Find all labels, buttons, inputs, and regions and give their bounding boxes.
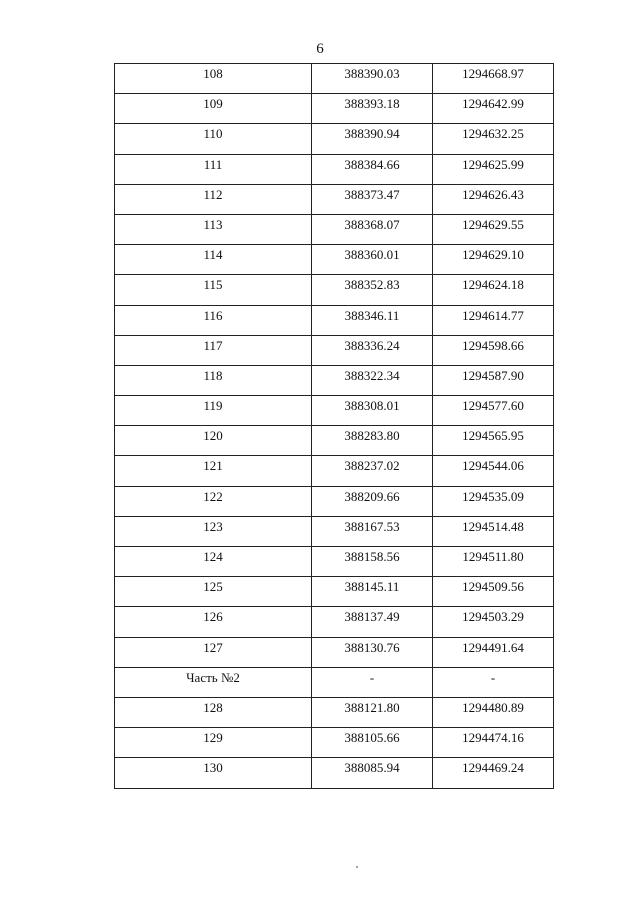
coordinates-table: [114, 63, 554, 789]
point-number-cell: 111: [115, 154, 312, 184]
x-coordinate-cell: 388346.11: [312, 305, 433, 335]
table-row: [115, 607, 554, 637]
table-row: [115, 245, 554, 275]
x-coordinate-cell: 388209.66: [312, 486, 433, 516]
table-row: [115, 94, 554, 124]
x-coordinate-cell: 388137.49: [312, 607, 433, 637]
table-row: [115, 637, 554, 667]
point-number-cell: 126: [115, 607, 312, 637]
y-coordinate-cell: 1294614.77: [433, 305, 554, 335]
point-number-cell: 115: [115, 275, 312, 305]
x-coordinate-cell: 388352.83: [312, 275, 433, 305]
table-row: [115, 486, 554, 516]
x-coordinate-cell: 388384.66: [312, 154, 433, 184]
table-row: [115, 275, 554, 305]
point-number-cell: 128: [115, 697, 312, 727]
x-coordinate-cell: 388360.01: [312, 245, 433, 275]
table-row: [115, 728, 554, 758]
point-number-cell: 121: [115, 456, 312, 486]
y-coordinate-cell: 1294535.09: [433, 486, 554, 516]
y-coordinate-cell: 1294514.48: [433, 516, 554, 546]
page-number: 6: [316, 41, 324, 57]
table-row: [115, 516, 554, 546]
x-coordinate-cell: 388121.80: [312, 697, 433, 727]
x-coordinate-cell: 388237.02: [312, 456, 433, 486]
y-coordinate-cell: 1294577.60: [433, 396, 554, 426]
table-row: [115, 335, 554, 365]
x-coordinate-cell: 388145.11: [312, 577, 433, 607]
x-coordinate-cell: 388322.34: [312, 365, 433, 395]
table-row: [115, 426, 554, 456]
coordinates-table-body: [115, 64, 554, 789]
point-number-cell: 116: [115, 305, 312, 335]
y-coordinate-cell: 1294632.25: [433, 124, 554, 154]
table-row: [115, 396, 554, 426]
x-coordinate-cell: 388085.94: [312, 758, 433, 788]
table-row: [115, 124, 554, 154]
table-row: [115, 64, 554, 94]
point-number-cell: 108: [115, 64, 312, 94]
y-coordinate-cell: 1294511.80: [433, 547, 554, 577]
y-coordinate-cell: 1294474.16: [433, 728, 554, 758]
point-number-cell: 124: [115, 547, 312, 577]
table-row: [115, 547, 554, 577]
table-row: [115, 456, 554, 486]
x-coordinate-cell: 388283.80: [312, 426, 433, 456]
y-coordinate-cell: 1294469.24: [433, 758, 554, 788]
point-number-cell: Часть №2: [115, 667, 312, 697]
y-coordinate-cell: 1294491.64: [433, 637, 554, 667]
y-coordinate-cell: 1294480.89: [433, 697, 554, 727]
x-coordinate-cell: 388373.47: [312, 184, 433, 214]
y-coordinate-cell: 1294503.29: [433, 607, 554, 637]
point-number-cell: 110: [115, 124, 312, 154]
table-row: [115, 758, 554, 788]
point-number-cell: 114: [115, 245, 312, 275]
table-row: [115, 577, 554, 607]
point-number-cell: 123: [115, 516, 312, 546]
point-number-cell: 129: [115, 728, 312, 758]
y-coordinate-cell: 1294642.99: [433, 94, 554, 124]
table-row: [115, 667, 554, 697]
point-number-cell: 120: [115, 426, 312, 456]
y-coordinate-cell: 1294629.10: [433, 245, 554, 275]
point-number-cell: 122: [115, 486, 312, 516]
x-coordinate-cell: 388308.01: [312, 396, 433, 426]
table-row: [115, 365, 554, 395]
table-row: [115, 697, 554, 727]
y-coordinate-cell: 1294544.06: [433, 456, 554, 486]
table-row: [115, 184, 554, 214]
point-number-cell: 119: [115, 396, 312, 426]
point-number-cell: 112: [115, 184, 312, 214]
point-number-cell: 118: [115, 365, 312, 395]
y-coordinate-cell: 1294509.56: [433, 577, 554, 607]
y-coordinate-cell: 1294668.97: [433, 64, 554, 94]
table-row: [115, 214, 554, 244]
point-number-cell: 117: [115, 335, 312, 365]
x-coordinate-cell: 388158.56: [312, 547, 433, 577]
y-coordinate-cell: 1294624.18: [433, 275, 554, 305]
x-coordinate-cell: 388390.94: [312, 124, 433, 154]
table-row: [115, 305, 554, 335]
y-coordinate-cell: 1294587.90: [433, 365, 554, 395]
x-coordinate-cell: 388105.66: [312, 728, 433, 758]
point-number-cell: 109: [115, 94, 312, 124]
x-coordinate-cell: 388368.07: [312, 214, 433, 244]
y-coordinate-cell: 1294565.95: [433, 426, 554, 456]
table-row: [115, 154, 554, 184]
x-coordinate-cell: 388390.03: [312, 64, 433, 94]
point-number-cell: 113: [115, 214, 312, 244]
y-coordinate-cell: 1294625.99: [433, 154, 554, 184]
point-number-cell: 127: [115, 637, 312, 667]
y-coordinate-cell: 1294629.55: [433, 214, 554, 244]
y-coordinate-cell: 1294626.43: [433, 184, 554, 214]
x-coordinate-cell: 388130.76: [312, 637, 433, 667]
x-coordinate-cell: 388336.24: [312, 335, 433, 365]
point-number-cell: 125: [115, 577, 312, 607]
x-coordinate-cell: 388167.53: [312, 516, 433, 546]
y-coordinate-cell: 1294598.66: [433, 335, 554, 365]
y-coordinate-cell: -: [433, 667, 554, 697]
scan-speck: [356, 866, 358, 868]
x-coordinate-cell: -: [312, 667, 433, 697]
point-number-cell: 130: [115, 758, 312, 788]
x-coordinate-cell: 388393.18: [312, 94, 433, 124]
